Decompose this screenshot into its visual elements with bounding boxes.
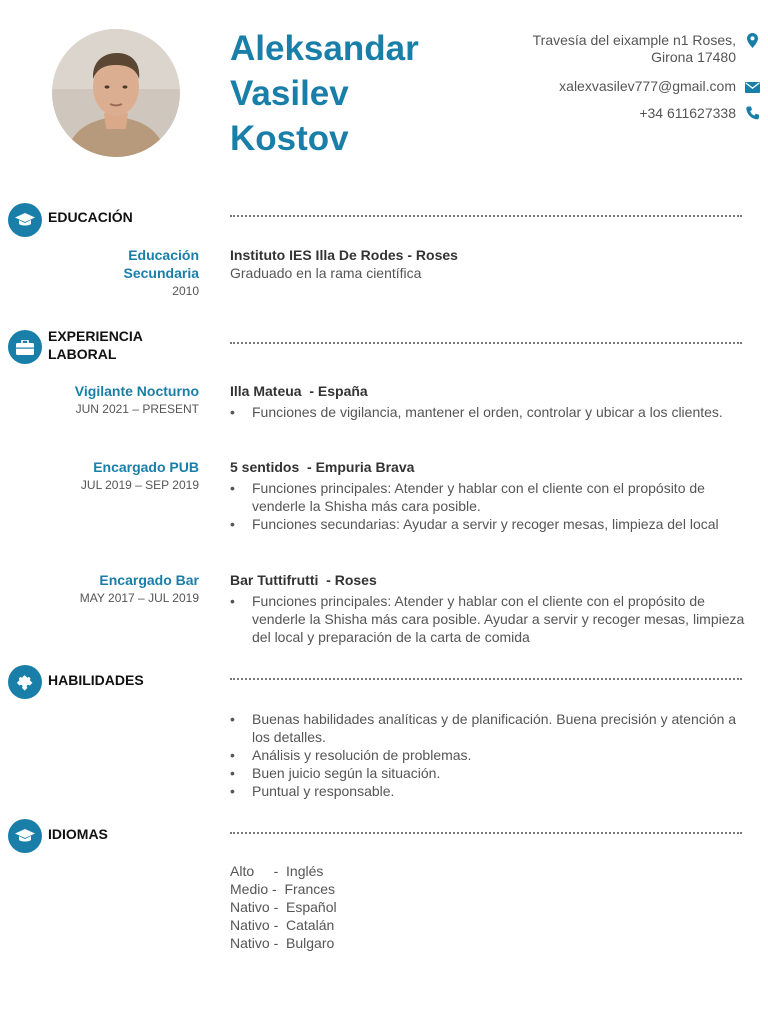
skill-item: • Buen juicio según la situación. bbox=[230, 764, 745, 782]
graduation-cap-icon bbox=[8, 203, 42, 237]
section-title-experience-line-1: EXPERIENCIA bbox=[48, 328, 143, 344]
section-divider-experience bbox=[230, 342, 742, 344]
education-entry-left bbox=[124, 246, 199, 300]
name-line-last: Kostov bbox=[230, 119, 349, 158]
phone-icon bbox=[744, 105, 760, 120]
language-item: Nativo - Español bbox=[230, 899, 337, 915]
puzzle-icon bbox=[8, 665, 42, 699]
language-item: Medio - Frances bbox=[230, 881, 336, 897]
person-portrait-icon bbox=[52, 29, 180, 157]
section-divider-education bbox=[230, 215, 742, 217]
job-company: Illa Mateua - España bbox=[230, 383, 368, 399]
name-line-middle: Vasilev bbox=[230, 74, 349, 113]
job-bullet: • Funciones principales: Atender y hablar con el cliente con el propósito de venderle la Shisha más cara posible. Ayudar a servir y recoger mesas, limpieza del local y preparación de la carta de comida bbox=[230, 592, 745, 646]
phone-row bbox=[533, 105, 760, 122]
phone-text[interactable]: +34 611627338 bbox=[639, 105, 736, 121]
map-pin-icon bbox=[744, 32, 760, 48]
skill-item: • Puntual y responsable. bbox=[230, 782, 745, 800]
language-item: Alto - Inglés bbox=[230, 863, 324, 879]
education-year: 2010 bbox=[172, 284, 199, 298]
job-bullet: • Funciones de vigilancia, mantener el orden, controlar y ubicar a los clientes. bbox=[230, 403, 745, 421]
address-line-1: Travesía del eixample n1 Roses, bbox=[532, 32, 736, 48]
job-dates: JUN 2021 – PRESENT bbox=[75, 402, 199, 416]
address-row bbox=[533, 32, 760, 66]
name-line-first: Aleksandar bbox=[230, 29, 419, 68]
job-entry-right bbox=[230, 571, 745, 646]
job-bullet: • Funciones secundarias: Ayudar a servir y recoger mesas, limpieza del local bbox=[230, 515, 745, 533]
skill-item: • Buenas habilidades analíticas y de planificación. Buena precisión y atención a los detalles. bbox=[230, 710, 745, 746]
job-company: 5 sentidos - Empuria Brava bbox=[230, 459, 415, 475]
skills-list bbox=[230, 710, 745, 800]
job-entry-right bbox=[230, 382, 745, 421]
job-role: Encargado PUB bbox=[93, 459, 199, 475]
profile-photo bbox=[52, 29, 180, 157]
job-role: Encargado Bar bbox=[99, 572, 199, 588]
job-company: Bar Tuttifrutti - Roses bbox=[230, 572, 377, 588]
section-title-experience-line-2: LABORAL bbox=[48, 346, 117, 362]
envelope-icon bbox=[744, 78, 760, 93]
education-degree-line-1: Educación bbox=[128, 247, 199, 263]
skill-item: • Análisis y resolución de problemas. bbox=[230, 746, 745, 764]
section-title-skills: HABILIDADES bbox=[48, 672, 144, 688]
section-divider-skills bbox=[230, 678, 742, 680]
full-name bbox=[230, 26, 419, 161]
job-entry-left bbox=[80, 571, 199, 607]
section-divider-languages bbox=[230, 832, 742, 834]
job-dates: JUL 2019 – SEP 2019 bbox=[80, 478, 199, 492]
job-bullet: • Funciones principales: Atender y hablar con el cliente con el propósito de venderle la Shisha más cara posible. bbox=[230, 479, 745, 515]
address-line-2: Girona 17480 bbox=[651, 49, 736, 65]
job-entry-right bbox=[230, 458, 745, 533]
briefcase-icon bbox=[8, 330, 42, 364]
contact-block bbox=[533, 32, 760, 122]
education-entry-right bbox=[230, 246, 745, 282]
email-row bbox=[533, 78, 760, 95]
job-role: Vigilante Nocturno bbox=[74, 383, 199, 399]
section-title-education: EDUCACIÓN bbox=[48, 209, 133, 225]
languages-list bbox=[230, 862, 337, 952]
language-item: Nativo - Bulgaro bbox=[230, 935, 335, 951]
job-entry-left bbox=[81, 458, 199, 494]
email-text[interactable]: xalexvasilev777@gmail.com bbox=[559, 78, 736, 94]
language-item: Nativo - Catalán bbox=[230, 917, 335, 933]
education-degree-line-2: Secundaria bbox=[123, 265, 199, 281]
education-description: Graduado en la rama científica bbox=[230, 265, 422, 281]
job-dates: MAY 2017 – JUL 2019 bbox=[79, 591, 199, 605]
section-title-experience bbox=[48, 327, 143, 363]
education-institution: Instituto IES Illa De Rodes - Roses bbox=[230, 247, 458, 263]
graduation-cap-icon bbox=[8, 819, 42, 853]
job-entry-left bbox=[75, 382, 199, 418]
section-title-languages: IDIOMAS bbox=[48, 826, 108, 842]
